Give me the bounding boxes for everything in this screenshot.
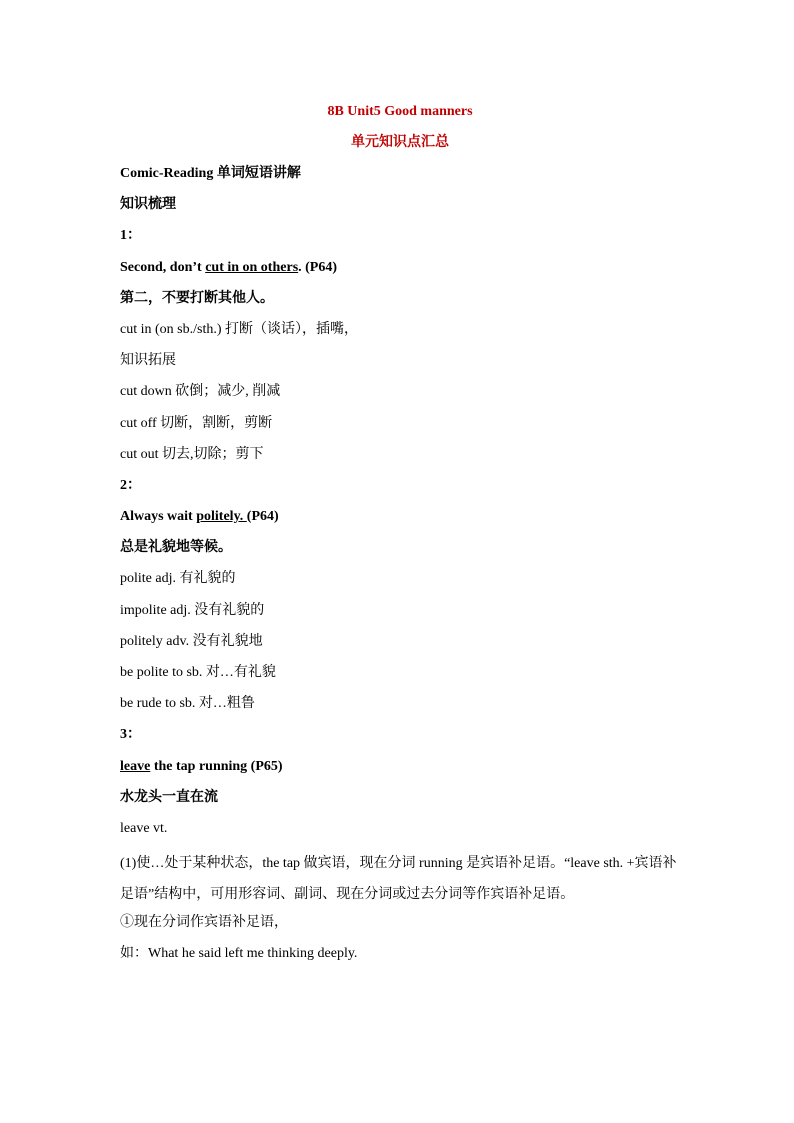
sentence-translation: 水龙头一直在流 <box>120 789 218 805</box>
item-number: 2： <box>120 477 141 493</box>
grammar-point: ①现在分词作宾语补足语， <box>120 914 288 930</box>
page-reference: . (P64) <box>298 259 338 275</box>
document-body <box>120 100 680 973</box>
sentence-text: the tap running (P65) <box>150 758 283 774</box>
item-number: 1： <box>120 228 141 244</box>
word-item: be polite to sb. 对…有礼貌 <box>120 665 276 680</box>
section-subheading: 知识梳理 <box>120 197 176 213</box>
section-heading: Comic-Reading 单词短语讲解 <box>120 166 301 181</box>
example-sentence <box>120 755 680 786</box>
word-item: polite adj. 有礼貌的 <box>120 571 236 587</box>
sentence-text: Second, don’t <box>120 259 206 275</box>
sentence-translation: 总是礼貌地等候。 <box>120 540 232 556</box>
phrase-definition: cut in (on sb./sth.) 打断（谈话），插嘴， <box>120 321 358 337</box>
phrase-item: cut down 砍倒；减少, 削减 <box>120 384 281 400</box>
word-entry: leave vt. <box>120 820 168 836</box>
example-sentence <box>120 256 680 287</box>
grammar-explanation: (1)使…处于某种状态，the tap 做宾语，现在分词 running 是宾语补足语。“leave sth. +宾语补足语”结构中，可用形容词、副词、现在分词或过去分词等作宾语补足语。 <box>120 856 677 903</box>
page-reference: (P64) <box>246 509 279 525</box>
example-sentence <box>120 505 680 536</box>
expand-label: 知识拓展 <box>120 353 176 369</box>
phrase-item: cut out 切去,切除；剪下 <box>120 446 264 462</box>
word-item: impolite adj. 没有礼貌的 <box>120 602 265 618</box>
underlined-phrase: cut in on others <box>205 259 299 275</box>
word-item: politely adv. 没有礼貌地 <box>120 633 263 649</box>
word-item: be rude to sb. 对…粗鲁 <box>120 696 255 712</box>
phrase-item: cut off 切断，割断，剪断 <box>120 415 273 431</box>
doc-title: 8B Unit5 Good manners <box>327 104 473 119</box>
underlined-phrase: politely. <box>196 509 247 525</box>
item-number: 3： <box>120 727 141 743</box>
sentence-text: Always wait <box>120 509 197 525</box>
sentence-translation: 第二，不要打断其他人。 <box>120 290 274 306</box>
underlined-phrase: leave <box>120 758 151 774</box>
doc-subtitle: 单元知识点汇总 <box>351 135 449 150</box>
example-sentence-plain: 如：What he said left me thinking deeply. <box>120 945 358 961</box>
